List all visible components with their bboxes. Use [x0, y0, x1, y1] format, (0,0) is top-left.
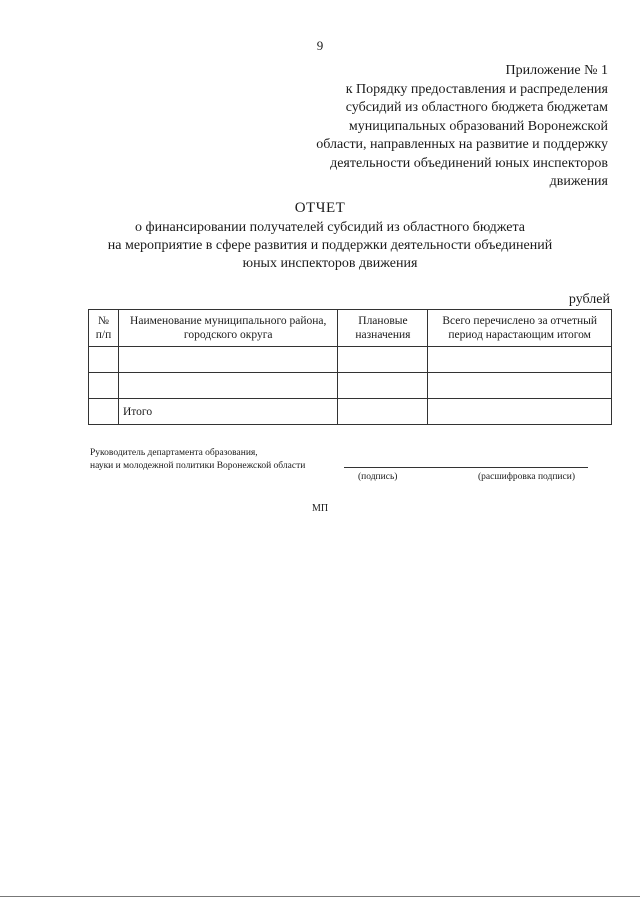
subtitle-line: на мероприятие в сфере развития и поддержки деятельности объединений	[107, 238, 553, 253]
report-table	[88, 309, 612, 425]
table-cell	[428, 399, 612, 425]
total-label: Итого	[118, 399, 338, 425]
table-cell	[118, 347, 338, 373]
table-cell	[89, 399, 119, 425]
units-label: рублей	[568, 292, 610, 307]
table-cell	[118, 373, 338, 399]
table-cell	[338, 373, 428, 399]
appendix-block	[248, 62, 608, 192]
subtitle-line: юных инспекторов движения	[242, 256, 418, 271]
signature-caption: (подпись)	[358, 472, 398, 482]
table-cell	[428, 347, 612, 373]
appendix-line: к Порядку предоставления и распределения	[345, 81, 608, 97]
signer-line: Руководитель департамента образования,	[90, 448, 258, 458]
decoding-caption: (расшифровка подписи)	[478, 472, 575, 482]
page-number: 9	[316, 38, 324, 53]
report-subtitle	[60, 219, 600, 273]
table-row	[89, 373, 612, 399]
header-planned: Плановые назначения	[338, 310, 428, 347]
table-cell	[89, 373, 119, 399]
table-cell	[428, 373, 612, 399]
header-transferred: Всего перечислено за отчетный период нарастающим итогом	[428, 310, 612, 347]
signer-position	[90, 447, 305, 473]
subtitle-line: о финансировании получателей субсидий из областного бюджета	[135, 220, 525, 235]
page-bottom-divider	[0, 896, 640, 897]
signer-line: науки и молодежной политики Воронежской области	[90, 461, 306, 471]
appendix-line: движения	[549, 174, 608, 189]
table-cell	[338, 399, 428, 425]
appendix-line: Приложение № 1	[505, 63, 608, 78]
table-total-row	[89, 399, 612, 425]
table-cell	[338, 347, 428, 373]
table-header-row	[89, 310, 612, 347]
table-cell	[89, 347, 119, 373]
appendix-line: деятельности объединений юных инспекторов	[330, 155, 608, 171]
appendix-line: области, направленных на развитие и поддержку	[316, 137, 608, 152]
header-number: № п/п	[89, 310, 119, 347]
signature-line	[344, 467, 588, 468]
header-municipality: Наименование муниципального района, городского округа	[118, 310, 338, 347]
appendix-line: субсидий из областного бюджета бюджетам	[345, 100, 608, 115]
stamp-label: МП	[311, 503, 329, 514]
report-title: ОТЧЕТ	[294, 200, 346, 216]
table-row	[89, 347, 612, 373]
appendix-line: муниципальных образований Воронежской	[348, 118, 608, 134]
